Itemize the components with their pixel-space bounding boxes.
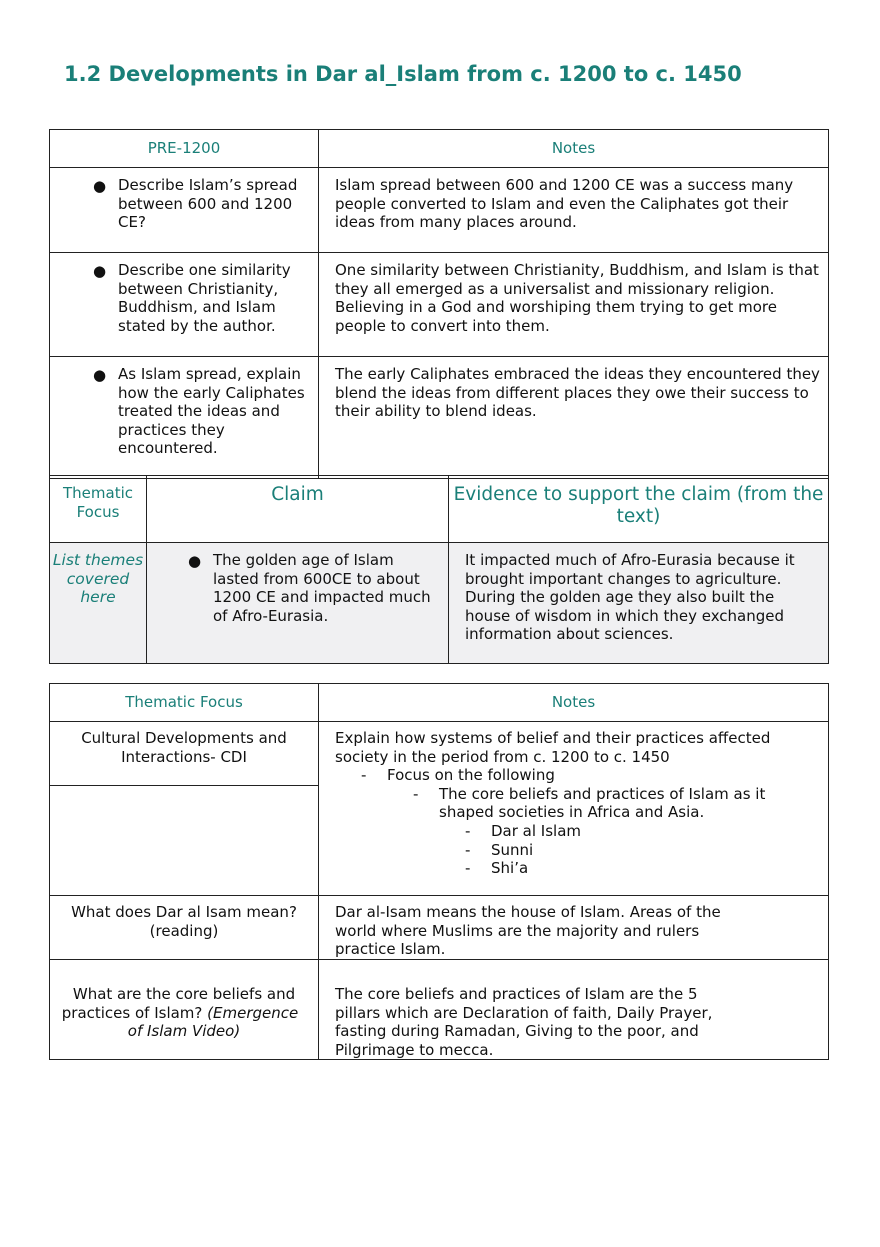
bullet-icon: ● — [93, 262, 107, 280]
table-row — [50, 896, 829, 960]
bullet-icon: ● — [188, 552, 202, 570]
empty-cell[interactable] — [50, 786, 319, 896]
list-item: - Shi’a — [465, 859, 529, 878]
focus-text: Cultural Developments and Interactions- CDI — [50, 722, 319, 786]
evidence-text[interactable]: It impacted much of Afro-Eurasia because it brought important changes to agriculture. During the golden age they also built the house of wisdom in which they exchanged information about sciences. — [449, 543, 829, 664]
note-text[interactable]: Islam spread between 600 and 1200 CE was a success many people converted to Islam and even the Caliphates got their ideas from many places around. — [319, 168, 829, 253]
question-text: Describe one similarity between Christianity, Buddhism, and Islam stated by the author. — [118, 261, 291, 335]
table-row — [50, 168, 829, 253]
note-text[interactable]: One similarity between Christianity, Buddhism, and Islam is that they all emerged as a universalist and missionary religion. Believing in a God and worshiping them trying to get more people to convert into them. — [319, 253, 829, 357]
source-reference: (Emergence — [207, 1003, 299, 1022]
header-thematic-focus: Thematic Focus — [50, 476, 147, 543]
dash-icon: - — [361, 766, 367, 785]
intro-text: Explain how systems of belief and their practices affected society in the period from c. 1200 to c. 1450 — [335, 729, 771, 766]
header-evidence: Evidence to support the claim (from the text) — [449, 476, 829, 543]
table-row — [50, 253, 829, 357]
answer-line: practice Islam. — [335, 940, 446, 959]
table-row — [50, 543, 829, 664]
header-claim: Claim — [147, 476, 449, 543]
question-cell — [50, 960, 319, 1060]
question-text: As Islam spread, explain how the early Caliphates treated the ideas and practices they encountered. — [118, 365, 305, 458]
table-row — [50, 357, 829, 479]
claim-text[interactable]: The golden age of Islam lasted from 600CE to about 1200 CE and impacted much of Afro-Eurasia. — [213, 551, 431, 625]
answer-line: world where Muslims are the majority and rulers — [335, 921, 700, 940]
question-line: practices of Islam? (Emergence — [61, 1003, 299, 1022]
dash-icon: - — [465, 840, 471, 859]
list-item: - Dar al Islam — [465, 821, 582, 840]
pre-1200-table — [49, 129, 829, 479]
source-reference: of Islam Video) — [127, 1022, 241, 1041]
thematic-focus-table — [49, 683, 829, 1060]
header-thematic-focus: Thematic Focus — [50, 684, 319, 722]
focus-on-text: Focus on the following — [387, 766, 555, 785]
answer-line: Pilgrimage to mecca. — [335, 1040, 494, 1059]
bullet-icon: ● — [93, 177, 107, 195]
bullet-icon: ● — [93, 366, 107, 384]
answer-cell[interactable] — [319, 960, 829, 1060]
note-text[interactable]: The early Caliphates embraced the ideas they encountered they blend the ideas from different places they owe their success to their ability to blend ideas. — [319, 357, 829, 479]
answer-line: The core beliefs and practices of Islam are the 5 — [335, 985, 698, 1003]
focus-notes[interactable] — [319, 722, 829, 896]
answer-line: fasting during Ramadan, Giving to the poor, and — [335, 1022, 699, 1041]
theme-placeholder[interactable]: List themes covered here — [50, 543, 147, 664]
claim-evidence-table — [49, 475, 829, 664]
answer-cell[interactable] — [319, 896, 829, 960]
question-line — [54, 1022, 314, 1041]
header-pre-1200: PRE-1200 — [50, 130, 319, 168]
list-item: - Sunni — [465, 840, 534, 859]
core-text: The core beliefs and practices of Islam as it shaped societies in Africa and Asia. — [439, 784, 766, 822]
answer-line: Dar al-Isam means the house of Islam. Areas of the — [335, 903, 721, 921]
dash-icon: - — [413, 784, 419, 803]
question-line: What are the core beliefs and — [72, 985, 296, 1003]
table-row — [50, 722, 829, 786]
header-notes: Notes — [319, 684, 829, 722]
page-title: 1.2 Developments in Dar al_Islam from c. 1200 to c. 1450 — [64, 62, 742, 86]
question-text: What does Dar al Isam mean? (reading) — [50, 896, 319, 960]
dash-icon: - — [465, 859, 471, 878]
question-text: Describe Islam’s spread between 600 and 1200 CE? — [118, 176, 298, 232]
answer-line: pillars which are Declaration of faith, Daily Prayer, — [335, 1003, 713, 1022]
header-notes: Notes — [319, 130, 829, 168]
table-row — [50, 960, 829, 1060]
dash-icon: - — [465, 821, 471, 840]
